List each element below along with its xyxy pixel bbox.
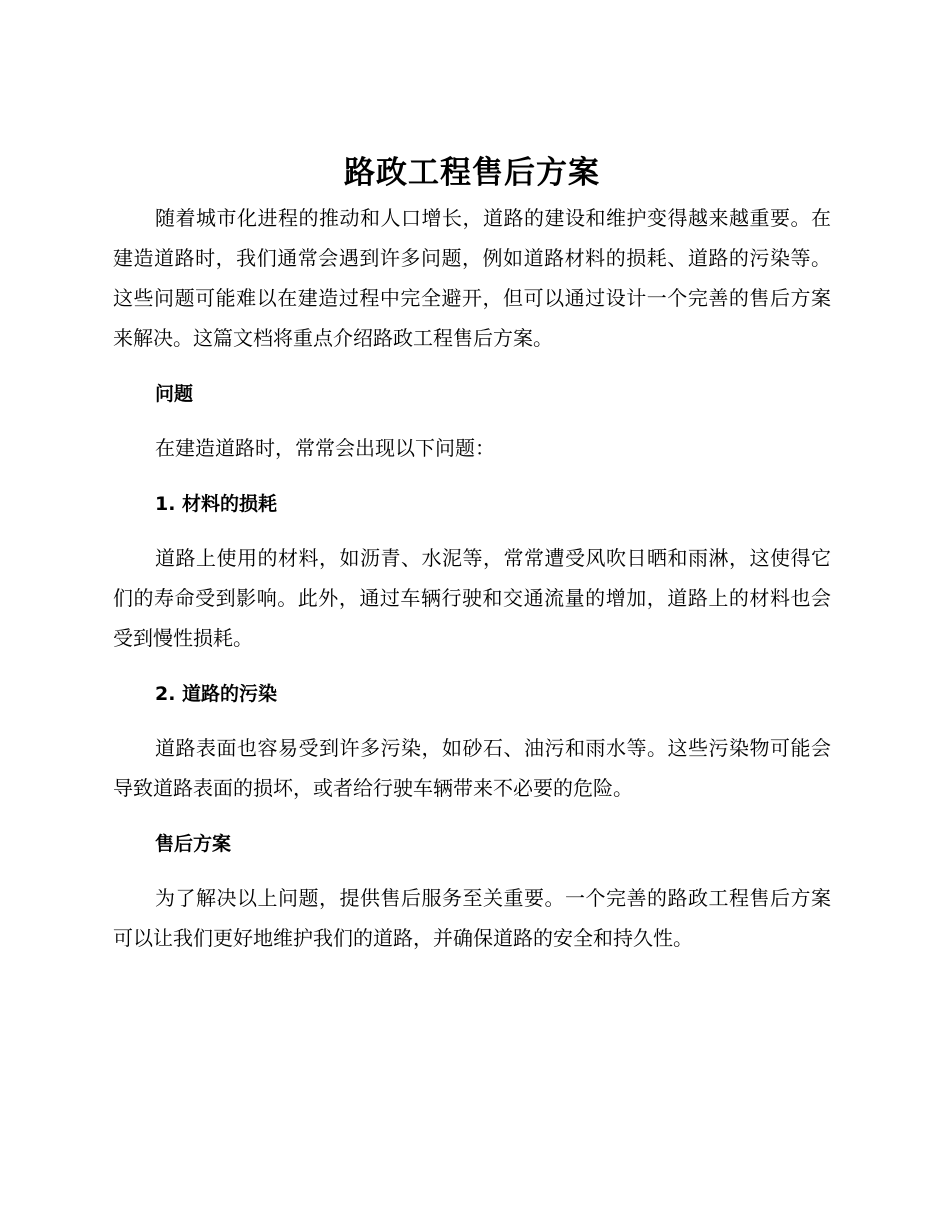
intro-paragraph: 随着城市化进程的推动和人口增长，道路的建设和维护变得越来越重要。在建造道路时，我们通常会遇到许多问题，例如道路材料的损耗、道路的污染等。这些问题可能难以在建造过程中完全避开，但可以通过设计一个完善的售后方案来解决。这篇文档将重点介绍路政工程售后方案。: [113, 206, 831, 350]
section-paragraph-after-sales-plan: 为了解决以上问题，提供售后服务至关重要。一个完善的路政工程售后方案可以让我们更好地维护我们的道路，并确保道路的安全和持久性。: [113, 886, 831, 950]
section-heading-after-sales-plan: 售后方案: [155, 833, 232, 855]
section-heading-road-pollution: 2. 道路的污染: [155, 683, 278, 705]
section-paragraph-material-wear: 道路上使用的材料，如沥青、水泥等，常常遭受风吹日晒和雨淋，这使得它们的寿命受到影响。此外，通过车辆行驶和交通流量的增加，道路上的材料也会受到慢性损耗。: [113, 546, 831, 650]
section-paragraph-road-pollution: 道路表面也容易受到许多污染，如砂石、油污和雨水等。这些污染物可能会导致道路表面的损坏，或者给行驶车辆带来不必要的危险。: [113, 736, 831, 800]
section-heading-problems: 问题: [155, 383, 194, 405]
document-title: 路政工程售后方案: [344, 155, 600, 191]
section-paragraph-problems: 在建造道路时，常常会出现以下问题：: [155, 436, 495, 460]
section-heading-material-wear: 1. 材料的损耗: [155, 493, 278, 515]
